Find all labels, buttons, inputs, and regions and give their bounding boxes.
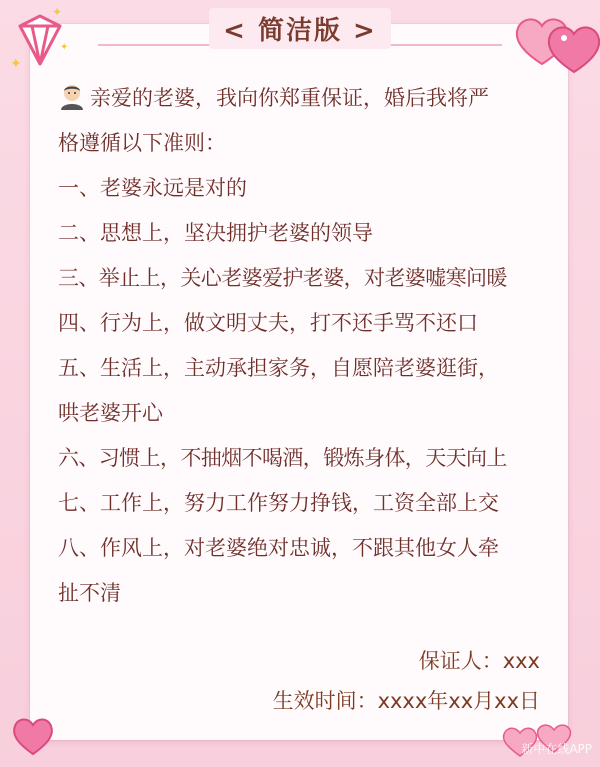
pledge-text [58,76,544,616]
rule-line: 六、习惯上，不抽烟不喝酒，锻炼身体，天天向上 [58,446,507,470]
signer-line: 保证人：xxx [418,649,540,673]
rule-line: 四、行为上，做文明丈夫，打不还手骂不还口 [58,311,478,335]
svg-text:✦: ✦ [52,6,63,19]
rule-line: 五、生活上，主动承担家务，自愿陪老婆逛街， [58,356,499,380]
intro-line-1: 亲爱的老婆，我向你郑重保证，婚后我将严 [58,76,544,121]
heart-icon [10,712,56,758]
rule-line: 一、老婆永远是对的 [58,176,247,200]
rule-line: 三、举止上，关心老婆爱护老婆，对老婆嘘寒问暖 [58,266,507,290]
watermark: 新中在线APP [521,742,592,756]
svg-text:✦: ✦ [60,42,69,53]
rule-line: 八、作风上，对老婆绝对忠诚，不跟其他女人牵 [58,536,499,560]
man-avatar-icon [58,82,86,110]
rule-line: 扯不清 [58,581,121,605]
svg-text:✦: ✦ [10,56,22,72]
diamond-icon [8,6,72,76]
rule-line: 哄老婆开心 [58,401,163,425]
hearts-icon [512,2,600,78]
page-title: < 简洁版 > [209,8,391,49]
intro-line-2: 格遵循以下准则： [58,131,226,155]
effective-date-line: 生效时间：xxxx年xx月xx日 [272,689,540,713]
signature-block [273,641,540,721]
title-area [0,8,600,49]
rule-line: 二、思想上，坚决拥护老婆的领导 [58,221,373,245]
rule-line: 七、工作上，努力工作努力挣钱，工资全部上交 [58,491,499,515]
